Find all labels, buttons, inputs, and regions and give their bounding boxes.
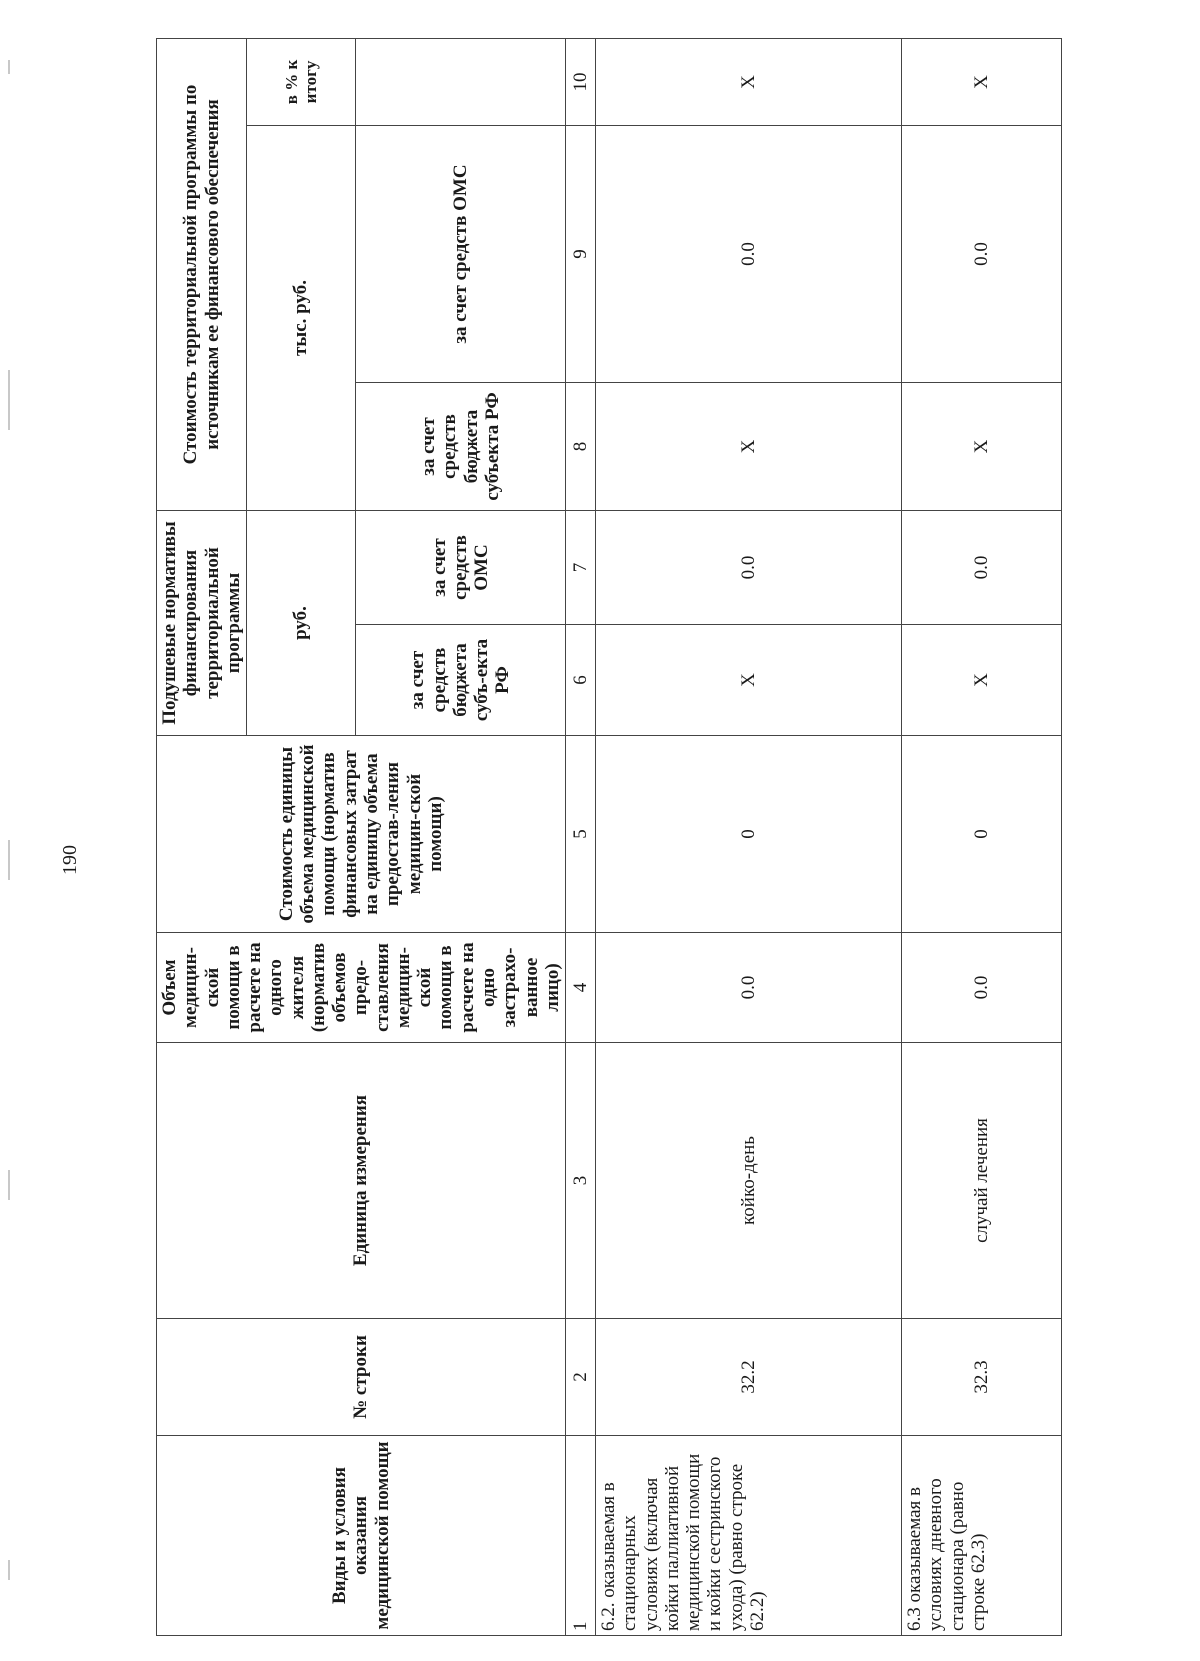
scan-artifact	[8, 1560, 10, 1580]
scan-artifact	[8, 1170, 10, 1200]
header-cost-group: Стоимость территориальной программы по источникам ее финансового обеспечения	[157, 38, 247, 510]
row-volume: 0.0	[596, 933, 902, 1043]
header-line-number: № строки	[157, 1319, 566, 1436]
header-pc-oms: за счет средств ОМС	[356, 511, 566, 625]
column-number: 7	[566, 511, 596, 625]
header-unit-thousand-rub: тыс. руб.	[247, 126, 356, 511]
scan-artifact	[8, 840, 10, 880]
row-care-type: 6.2. оказываемая в стационарных условиях (включая койки паллиативной медицинской помощи и койки сестринского ухода) (равно строке 62.2)	[596, 1436, 902, 1636]
row-unit-cost: 0	[596, 736, 902, 933]
column-number: 10	[566, 38, 596, 125]
column-number: 8	[566, 383, 596, 511]
column-number: 9	[566, 126, 596, 383]
medical-care-table	[156, 38, 1062, 1636]
row-cost-oms: 0.0	[902, 126, 1062, 383]
column-number: 4	[566, 933, 596, 1043]
header-percent-total: в % к итогу	[247, 38, 356, 125]
column-number: 6	[566, 625, 596, 736]
header-cost-budget: за счет средств бюджета субъекта РФ	[356, 383, 566, 511]
row-care-type: 6.3 оказываемая в условиях дневного стационара (равно строке 62.3)	[902, 1436, 1062, 1636]
row-unit: случай лечения	[902, 1043, 1062, 1319]
column-number: 1	[566, 1436, 596, 1636]
row-pc-budget: Х	[596, 625, 902, 736]
row-pc-budget: Х	[902, 625, 1062, 736]
header-pc-budget: за счет средств бюджета субъ-екта РФ	[356, 625, 566, 736]
header-unit-rub: руб.	[247, 511, 356, 736]
row-cost-budget: Х	[596, 383, 902, 511]
header-unit: Единица измерения	[157, 1043, 566, 1319]
header-care-type: Виды и условия оказания медицинской помощи	[157, 1436, 566, 1636]
row-line-number: 32.3	[902, 1319, 1062, 1436]
page-number: 190	[59, 845, 81, 875]
column-number: 5	[566, 736, 596, 933]
row-pc-oms: 0.0	[596, 511, 902, 625]
row-unit: койко-день	[596, 1043, 902, 1319]
row-percent: Х	[596, 38, 902, 125]
scan-artifact	[8, 370, 10, 430]
column-number: 3	[566, 1043, 596, 1319]
scan-artifact	[8, 60, 10, 74]
row-cost-budget: Х	[902, 383, 1062, 511]
row-line-number: 32.2	[596, 1319, 902, 1436]
table-row	[596, 38, 902, 1635]
row-volume: 0.0	[902, 933, 1062, 1043]
header-cost-oms: за счет средств ОМС	[356, 126, 566, 383]
table-row	[902, 38, 1062, 1635]
header-per-capita-group: Подушевые нормативы финансирования территориальной программы	[157, 511, 247, 736]
row-cost-oms: 0.0	[596, 126, 902, 383]
row-pc-oms: 0.0	[902, 511, 1062, 625]
header-percent-empty	[356, 38, 566, 125]
row-unit-cost: 0	[902, 736, 1062, 933]
header-volume: Объем медицин-ской помощи в расчете на одного жителя (норматив объемов предо-ставления медицин-ской помощи в расчете на одно застрахо-ванное лицо)	[157, 933, 566, 1043]
rotated-table-container	[156, 39, 1049, 1636]
row-percent: Х	[902, 38, 1062, 125]
column-number: 2	[566, 1319, 596, 1436]
header-unit-cost: Стоимость единицы объема медицинской помощи (норматив финансовых затрат на единицу объема предостав-ления медицин-ской помощи)	[157, 736, 566, 933]
